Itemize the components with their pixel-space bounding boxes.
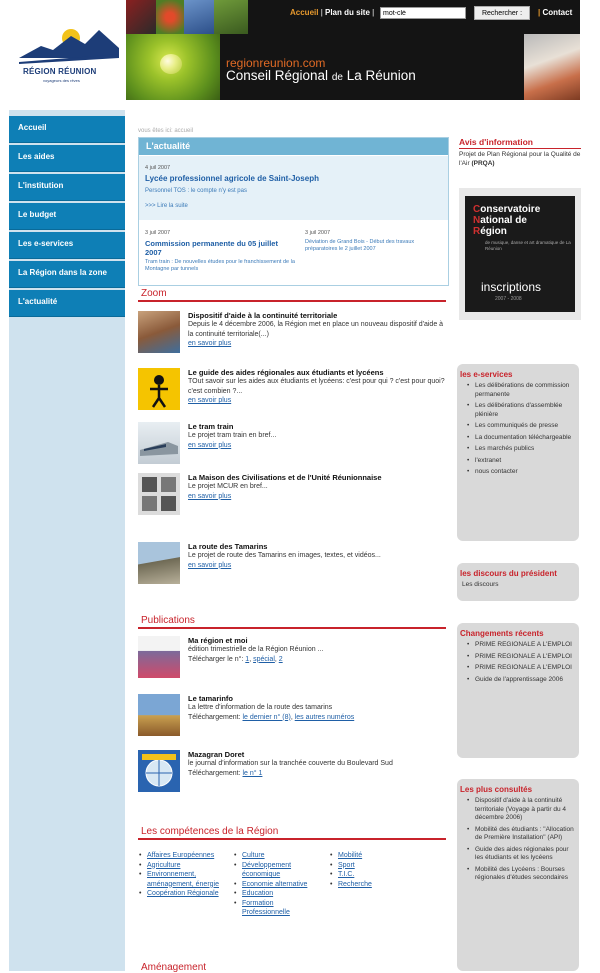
main-nav bbox=[9, 116, 125, 319]
conservatoire-banner[interactable]: Conservatoire National de Région de musique, danse et art dramatique de La Réunion inscriptions 2007 - 2008 bbox=[459, 188, 581, 320]
publication-cover[interactable] bbox=[138, 694, 180, 736]
more-link[interactable]: en savoir plus bbox=[188, 441, 232, 449]
download-link[interactable]: 1 bbox=[245, 655, 250, 663]
publication-item: Mazagran Doret le journal d'information sur la tranchée couverte du Boulevard Sud Téléchargement: le n° 1 bbox=[138, 750, 448, 794]
consultes-title: Les plus consultés bbox=[460, 785, 533, 794]
eservice-link[interactable]: • Les délibérations d'assemblée plénière bbox=[465, 402, 575, 419]
download-link[interactable]: le n° 1 bbox=[242, 769, 263, 777]
actualite-title: L'actualité bbox=[139, 138, 448, 155]
publication-cover[interactable] bbox=[138, 636, 180, 678]
changement-link[interactable]: • PRIME REGIONALE A L'EMPLOI bbox=[465, 653, 575, 662]
globe-icon bbox=[138, 750, 180, 792]
download-link[interactable]: les autres numéros bbox=[294, 713, 355, 721]
competence-link[interactable]: • Agriculture bbox=[139, 861, 231, 871]
publication-cover[interactable] bbox=[138, 750, 180, 792]
zoom-item: Le guide des aides régionales aux étudiants et lycéens TOut savoir sur les aides aux étudiants et lycéens: c'est pour qui ? c'est pour quoi? c'est combien ?... en savoir plus bbox=[138, 368, 448, 412]
news-link[interactable]: Déviation de Grand Bois - Début des travaux préparatoires le 2 juillet 2007 bbox=[305, 239, 415, 252]
competence-link[interactable]: • Education bbox=[234, 889, 322, 899]
competence-link[interactable]: • T.I.C. bbox=[330, 870, 410, 880]
featured-summary: Personnel TOS : le compte n'y est pas bbox=[145, 188, 247, 194]
thumb-image bbox=[214, 0, 248, 34]
news-item: 3 juil 2007 Déviation de Grand Bois - Début des travaux préparatoires le 2 juillet 2007 bbox=[305, 230, 445, 253]
student-icon bbox=[138, 368, 180, 410]
eservice-link[interactable]: • La documentation téléchargeable bbox=[465, 434, 575, 443]
site-url: regionreunion.com bbox=[226, 56, 326, 70]
competence-link[interactable]: • Développement économique bbox=[234, 861, 322, 880]
featured-headline[interactable]: Lycée professionnel agricole de Saint-Joseph bbox=[145, 174, 319, 183]
competence-link[interactable]: • Recherche bbox=[330, 880, 410, 890]
download-link[interactable]: 2 bbox=[278, 655, 283, 663]
news-item: 3 juil 2007 Commission permanente du 05 juillet 2007 Tram train : De nouvelles études pour le franchissement de la Montagne par tunnels bbox=[145, 230, 295, 272]
consultes-box bbox=[457, 779, 579, 971]
site-title: Conseil Régional de La Réunion bbox=[226, 68, 416, 83]
competences-list bbox=[330, 851, 410, 889]
nav-item-actualite[interactable]: L'actualité bbox=[9, 290, 125, 317]
banner-leaf-image bbox=[126, 34, 220, 100]
banner-thumbnails bbox=[126, 0, 286, 34]
logo-mountain-icon bbox=[19, 24, 119, 64]
competences-list bbox=[234, 851, 322, 918]
zoom-item: Le tram train Le projet tram train en bref... en savoir plus bbox=[138, 422, 448, 466]
contact-area: | Contact bbox=[538, 8, 573, 17]
search-input[interactable] bbox=[380, 7, 466, 19]
publication-item: Ma région et moi édition trimestrielle de la Région Réunion ... Télécharger le n°: 1, spécial, 2 bbox=[138, 636, 448, 680]
nav-item-budget[interactable]: Le budget bbox=[9, 203, 125, 230]
download-link[interactable]: spécial bbox=[253, 655, 275, 663]
competence-link[interactable]: • Culture bbox=[234, 851, 322, 861]
avis-information: Avis d'information Projet de Plan Régional pour la Qualité de l'Air (PRQA) bbox=[459, 137, 581, 167]
breadcrumb: vous êtes ici: accueil bbox=[138, 128, 194, 134]
zoom-heading: Zoom bbox=[138, 288, 446, 302]
changement-link[interactable]: • PRIME REGIONALE A L'EMPLOI bbox=[465, 664, 575, 673]
avis-title: Avis d'information bbox=[459, 137, 581, 149]
competence-link[interactable]: • Environnement, aménagement, énergie bbox=[139, 870, 231, 889]
news-date: 4 juil 2007 bbox=[145, 165, 171, 171]
zoom-thumbnail[interactable] bbox=[138, 368, 180, 410]
competence-link[interactable]: • Economie alternative bbox=[234, 880, 322, 890]
download-link[interactable]: le dernier n° (8) bbox=[242, 713, 291, 721]
changement-link[interactable]: • PRIME REGIONALE A L'EMPLOI bbox=[465, 641, 575, 650]
thumb-image bbox=[126, 0, 156, 34]
mcur-logo-icon bbox=[138, 473, 180, 515]
zoom-item: La Maison des Civilisations et de l'Unité Réunionnaise Le projet MCUR en bref... en savoir plus bbox=[138, 473, 448, 517]
competences-heading: Les compétences de la Région bbox=[138, 826, 446, 840]
changements-box bbox=[457, 623, 579, 758]
eservices-box bbox=[457, 364, 579, 541]
logo-tagline: voyageurs des rêves bbox=[43, 78, 80, 83]
changement-link[interactable]: • Guide de l'apprentissage 2006 bbox=[465, 676, 575, 685]
consulte-link[interactable]: • Mobilité des Lycéens : Bourses régionales d'études secondaires bbox=[465, 866, 575, 883]
publication-item: Le tamarinfo La lettre d'information de la route des tamarins Téléchargement: le dernier n° (8), les autres numéros bbox=[138, 694, 448, 738]
zoom-thumbnail[interactable] bbox=[138, 542, 180, 584]
nav-item-region-zone[interactable]: La Région dans la zone bbox=[9, 261, 125, 288]
top-navigation: Accueil | Plan du site | bbox=[290, 8, 375, 17]
zoom-thumbnail[interactable] bbox=[138, 473, 180, 515]
zoom-thumbnail[interactable] bbox=[138, 422, 180, 464]
eservice-link[interactable]: • Les délibérations de commission permanente bbox=[465, 382, 575, 399]
actualite-box bbox=[138, 137, 449, 286]
competence-link[interactable]: • Affaires Européennes bbox=[139, 851, 231, 861]
competences-list bbox=[139, 851, 231, 899]
eservice-link[interactable]: • Les marchés publics bbox=[465, 445, 575, 454]
consulte-link[interactable]: • Mobilité des étudiants : "Allocation de Première Installation" (API) bbox=[465, 826, 575, 843]
consulte-link[interactable]: • Guide des aides régionales pour les étudiants et les lycéens bbox=[465, 846, 575, 863]
amenagement-heading: Aménagement bbox=[141, 962, 207, 973]
zoom-thumbnail[interactable] bbox=[138, 311, 180, 353]
more-link[interactable]: en savoir plus bbox=[188, 397, 232, 404]
discours-title: les discours du président bbox=[460, 569, 557, 578]
eservices-title: les e-services bbox=[460, 370, 513, 379]
banner-people-image bbox=[524, 34, 580, 100]
region-logo[interactable] bbox=[9, 2, 125, 100]
consulte-link[interactable]: • Dispositif d'aide à la continuité territoriale (Voyage à partir du 4 décembre 2006) bbox=[465, 797, 575, 823]
eservice-link[interactable]: • l'extranet bbox=[465, 457, 575, 466]
featured-news bbox=[139, 156, 448, 220]
more-link[interactable]: en savoir plus bbox=[188, 340, 232, 347]
tram-icon bbox=[138, 422, 180, 464]
nav-item-accueil[interactable]: Accueil bbox=[9, 116, 125, 143]
contact-link[interactable]: Contact bbox=[542, 8, 573, 17]
changements-title: Changements récents bbox=[460, 629, 544, 638]
competence-link[interactable]: • Formation Professionnelle bbox=[234, 899, 322, 918]
zoom-item: La route des Tamarins Le projet de route des Tamarins en images, textes, et vidéos... en savoir plus bbox=[138, 542, 448, 586]
news-headline[interactable]: Commission permanente du 05 juillet 2007 bbox=[145, 239, 278, 257]
more-link[interactable]: en savoir plus bbox=[188, 492, 232, 500]
nav-item-eservices[interactable]: Les e-services bbox=[9, 232, 125, 259]
search-button[interactable]: Rechercher : bbox=[474, 6, 530, 20]
thumb-image bbox=[156, 0, 184, 34]
publications-heading: Publications bbox=[138, 615, 446, 629]
zoom-item: Dispositif d'aide à la continuité territoriale Depuis le 4 décembre 2006, la Région met en place un nouveau dispositif d'aide à la continuité territoriale(...) en savoir plus bbox=[138, 311, 448, 355]
competence-link[interactable]: • Coopération Régionale bbox=[139, 889, 231, 899]
eservice-link[interactable]: • Les communiqués de presse bbox=[465, 422, 575, 431]
thumb-image bbox=[184, 0, 214, 34]
eservice-link[interactable]: • nous contacter bbox=[465, 468, 575, 477]
nav-item-institution[interactable]: L'institution bbox=[9, 174, 125, 201]
competence-link[interactable]: • Mobilité bbox=[330, 851, 410, 861]
nav-plan-link[interactable]: Plan du site bbox=[325, 8, 370, 17]
discours-box bbox=[457, 563, 579, 601]
avis-link[interactable]: Projet de Plan Régional pour la Qualité de l'Air bbox=[459, 151, 581, 167]
nav-item-aides[interactable]: Les aides bbox=[9, 145, 125, 172]
logo-name: RÉGION RÉUNION bbox=[23, 67, 97, 76]
nav-accueil-link[interactable]: Accueil bbox=[290, 8, 319, 17]
competence-link[interactable]: • Sport bbox=[330, 861, 410, 871]
more-link[interactable]: en savoir plus bbox=[188, 561, 232, 569]
discours-link[interactable]: Les discours bbox=[462, 581, 499, 588]
read-more-link[interactable]: >>> Lire la suite bbox=[145, 203, 188, 209]
